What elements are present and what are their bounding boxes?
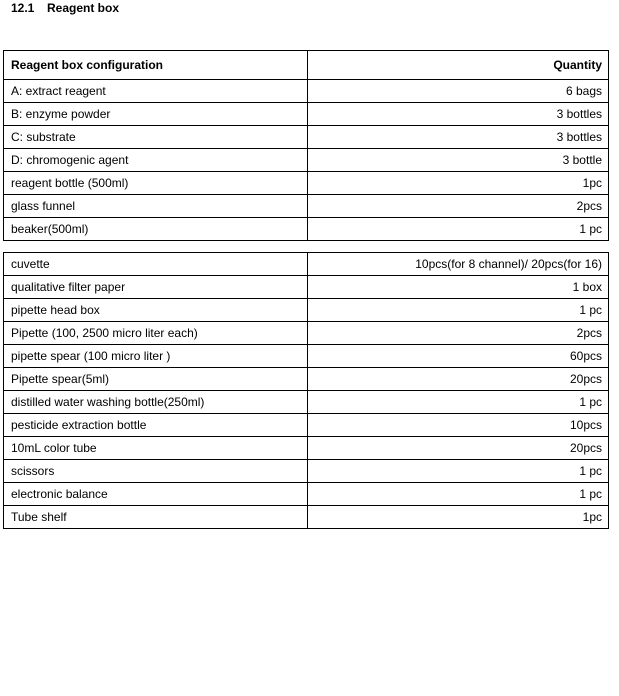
item-quantity-cell: 60pcs — [308, 345, 609, 368]
item-quantity-cell: 1 box — [308, 276, 609, 299]
table-row — [4, 391, 609, 414]
section-heading — [11, 1, 119, 15]
table-row — [4, 149, 609, 172]
item-name-cell: scissors — [4, 460, 308, 483]
table-row — [4, 126, 609, 149]
item-name-cell: Pipette spear(5ml) — [4, 368, 308, 391]
item-name-cell: reagent bottle (500ml) — [4, 172, 308, 195]
item-quantity-cell: 1 pc — [308, 218, 609, 241]
table-row — [4, 437, 609, 460]
item-name-cell: glass funnel — [4, 195, 308, 218]
item-quantity-cell: 10pcs(for 8 channel)/ 20pcs(for 16) — [308, 253, 609, 276]
item-quantity-cell: 3 bottle — [308, 149, 609, 172]
item-name-cell: B: enzyme powder — [4, 103, 308, 126]
table-row — [4, 80, 609, 103]
table-row — [4, 506, 609, 529]
item-name-cell: qualitative filter paper — [4, 276, 308, 299]
section-number: 12.1 — [11, 1, 35, 15]
item-name-cell: beaker(500ml) — [4, 218, 308, 241]
table-row — [4, 195, 609, 218]
table-row — [4, 276, 609, 299]
item-name-cell: Pipette (100, 2500 micro liter each) — [4, 322, 308, 345]
header-cell-quantity: Quantity — [308, 51, 609, 80]
table-row — [4, 103, 609, 126]
item-quantity-cell: 1 pc — [308, 460, 609, 483]
item-quantity-cell: 1 pc — [308, 299, 609, 322]
item-name-cell: distilled water washing bottle(250ml) — [4, 391, 308, 414]
item-name-cell: cuvette — [4, 253, 308, 276]
table-row — [4, 253, 609, 276]
table-row — [4, 368, 609, 391]
item-quantity-cell: 3 bottles — [308, 126, 609, 149]
header-cell-configuration: Reagent box configuration — [4, 51, 308, 80]
item-name-cell: Tube shelf — [4, 506, 308, 529]
item-name-cell: pipette spear (100 micro liter ) — [4, 345, 308, 368]
item-name-cell: A: extract reagent — [4, 80, 308, 103]
item-name-cell: D: chromogenic agent — [4, 149, 308, 172]
reagent-table-part-1 — [3, 50, 609, 241]
item-quantity-cell: 20pcs — [308, 368, 609, 391]
item-quantity-cell: 1pc — [308, 506, 609, 529]
item-quantity-cell: 3 bottles — [308, 103, 609, 126]
item-quantity-cell: 1 pc — [308, 483, 609, 506]
table-row — [4, 322, 609, 345]
section-title: Reagent box — [47, 1, 120, 15]
item-quantity-cell: 2pcs — [308, 195, 609, 218]
reagent-table-part-2 — [3, 252, 609, 529]
table-row — [4, 345, 609, 368]
item-name-cell: 10mL color tube — [4, 437, 308, 460]
item-quantity-cell: 1 pc — [308, 391, 609, 414]
table-row — [4, 483, 609, 506]
table-row — [4, 414, 609, 437]
table-row — [4, 218, 609, 241]
item-quantity-cell: 2pcs — [308, 322, 609, 345]
item-name-cell: electronic balance — [4, 483, 308, 506]
item-name-cell: pesticide extraction bottle — [4, 414, 308, 437]
item-name-cell: C: substrate — [4, 126, 308, 149]
table-row — [4, 460, 609, 483]
item-name-cell: pipette head box — [4, 299, 308, 322]
table-row — [4, 299, 609, 322]
item-quantity-cell: 20pcs — [308, 437, 609, 460]
table-header-row — [4, 51, 609, 80]
item-quantity-cell: 6 bags — [308, 80, 609, 103]
item-quantity-cell: 1pc — [308, 172, 609, 195]
item-quantity-cell: 10pcs — [308, 414, 609, 437]
table-row — [4, 172, 609, 195]
